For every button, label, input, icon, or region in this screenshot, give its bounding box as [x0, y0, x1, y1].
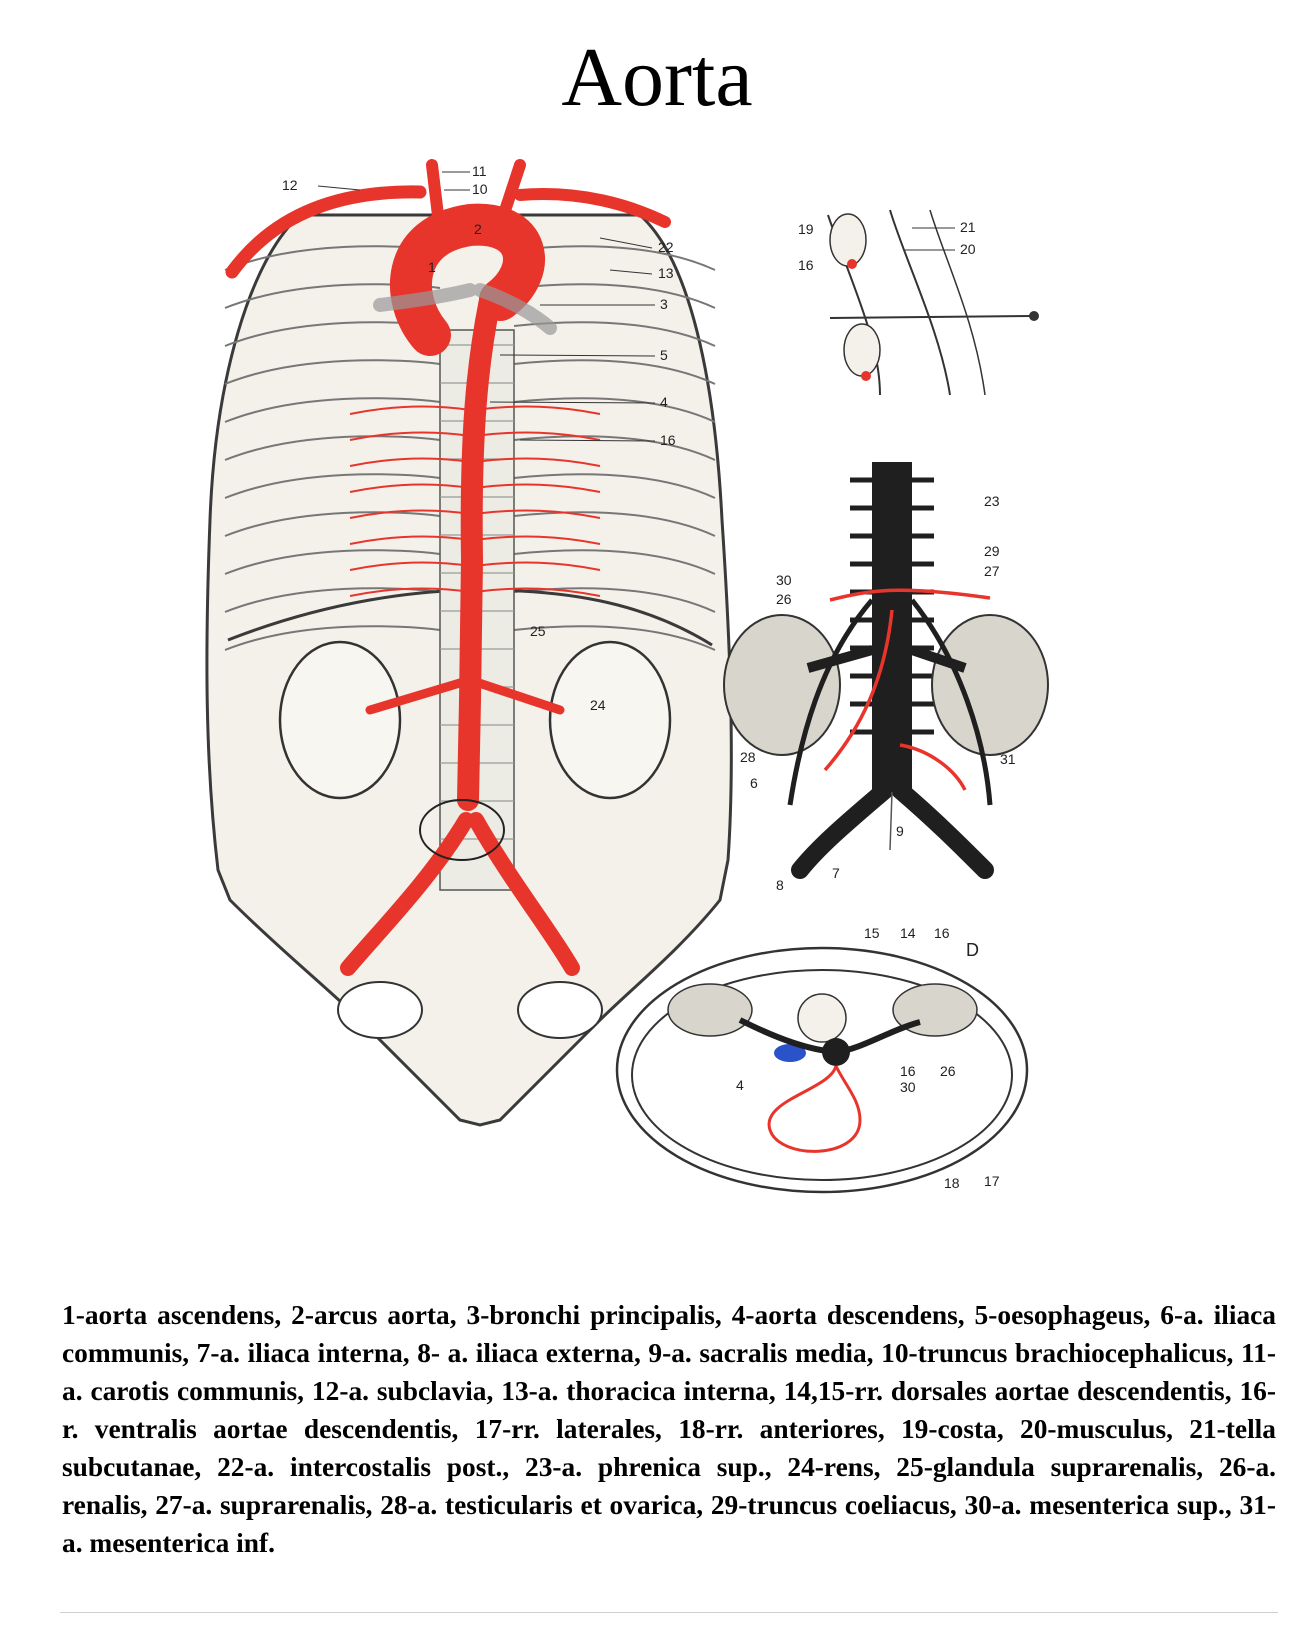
vessel-upper: [847, 259, 857, 269]
kidney-right: [550, 642, 670, 798]
label-D: D: [966, 940, 979, 960]
vessel-lower: [861, 371, 871, 381]
figure-thorax-abdomen: [207, 165, 731, 1125]
kidney-left: [280, 642, 400, 798]
schematic-sacral: [890, 792, 892, 850]
cross-section-lung-left: [668, 984, 752, 1036]
label-15: 15: [864, 925, 880, 941]
pelvis-right-hole: [518, 982, 602, 1038]
label-27: 27: [984, 563, 1000, 579]
label-17: 17: [984, 1173, 1000, 1189]
schematic-iliac-right: [900, 790, 985, 870]
legend-text: 1-aorta ascendens, 2-arcus aorta, 3-bronchi principalis, 4-aorta descendens, 5-oesophageus, 6-a. iliaca communis, 7-a. iliaca interna, 8- a. iliaca externa, 9-a. sacralis media, 10-truncus brachiocephalicus, 11-a. carotis communis, 12-a. subclavia, 13-a. thoracica interna, 14,15-rr. dorsales aortae descendentis, 16-r. ventralis aortae descendentis, 17-rr. laterales, 18-rr. anteriores, 19-costa, 20-musculus, 21-tella subcutanae, 22-a. intercostalis post., 23-a. phrenica sup., 24-rens, 25-glandula suprarenalis, 26-a. renalis, 27-a. suprarenalis, 28-a. testicularis et ovarica, 29-truncus coeliacus, 30-a. mesenterica sup., 31- a. mesenterica inf.: [62, 1300, 1276, 1558]
page-title: Aorta: [561, 31, 753, 124]
figure-chest-wall-section: [828, 210, 1039, 395]
figure-schematic: [724, 462, 1048, 870]
label-22: 22: [658, 239, 674, 255]
label-28: 28: [740, 749, 756, 765]
label-16-cross-b: 16: [900, 1063, 916, 1079]
label-8: 8: [776, 877, 784, 893]
rib-section-upper: [830, 214, 866, 266]
label-16-cross: 16: [934, 925, 950, 941]
label-21: 21: [960, 219, 976, 235]
needle-head-icon: [1029, 311, 1039, 321]
label-16-wall: 16: [798, 257, 814, 273]
label-2: 2: [474, 221, 482, 237]
label-16: 16: [660, 432, 676, 448]
label-29: 29: [984, 543, 1000, 559]
label-11: 11: [472, 163, 487, 179]
label-10: 10: [472, 181, 488, 197]
needle: [830, 316, 1032, 318]
schematic-aorta-trunk: [872, 462, 912, 792]
label-23: 23: [984, 493, 1000, 509]
label-13: 13: [658, 265, 674, 281]
label-1: 1: [428, 259, 436, 275]
label-4: 4: [660, 394, 668, 410]
chest-wall-inner: [890, 210, 950, 395]
rib-section-lower: [844, 324, 880, 376]
label-14: 14: [900, 925, 916, 941]
label-30: 30: [776, 572, 792, 588]
label-26-cross: 26: [940, 1063, 956, 1079]
vertebra-body: [798, 994, 846, 1042]
label-3: 3: [660, 296, 668, 312]
label-26: 26: [776, 591, 792, 607]
figure-cross-section: [617, 948, 1027, 1192]
cross-section-body: [617, 948, 1027, 1192]
label-4-cross: 4: [736, 1077, 744, 1093]
label-25: 25: [530, 623, 546, 639]
label-30-cross: 30: [900, 1079, 916, 1095]
chest-wall-skin: [930, 210, 985, 395]
pelvis-left-hole: [338, 982, 422, 1038]
label-6: 6: [750, 775, 758, 791]
label-31: 31: [1000, 751, 1016, 767]
schematic-kidney-right: [932, 615, 1048, 755]
label-9: 9: [896, 823, 904, 839]
label-19: 19: [798, 221, 814, 237]
label-7: 7: [832, 865, 840, 881]
label-20: 20: [960, 241, 976, 257]
label-5: 5: [660, 347, 668, 363]
label-24: 24: [590, 697, 606, 713]
label-12: 12: [282, 177, 298, 193]
schematic-iliac-left: [800, 790, 885, 870]
bottom-rule: [60, 1612, 1278, 1613]
label-18: 18: [944, 1175, 960, 1191]
